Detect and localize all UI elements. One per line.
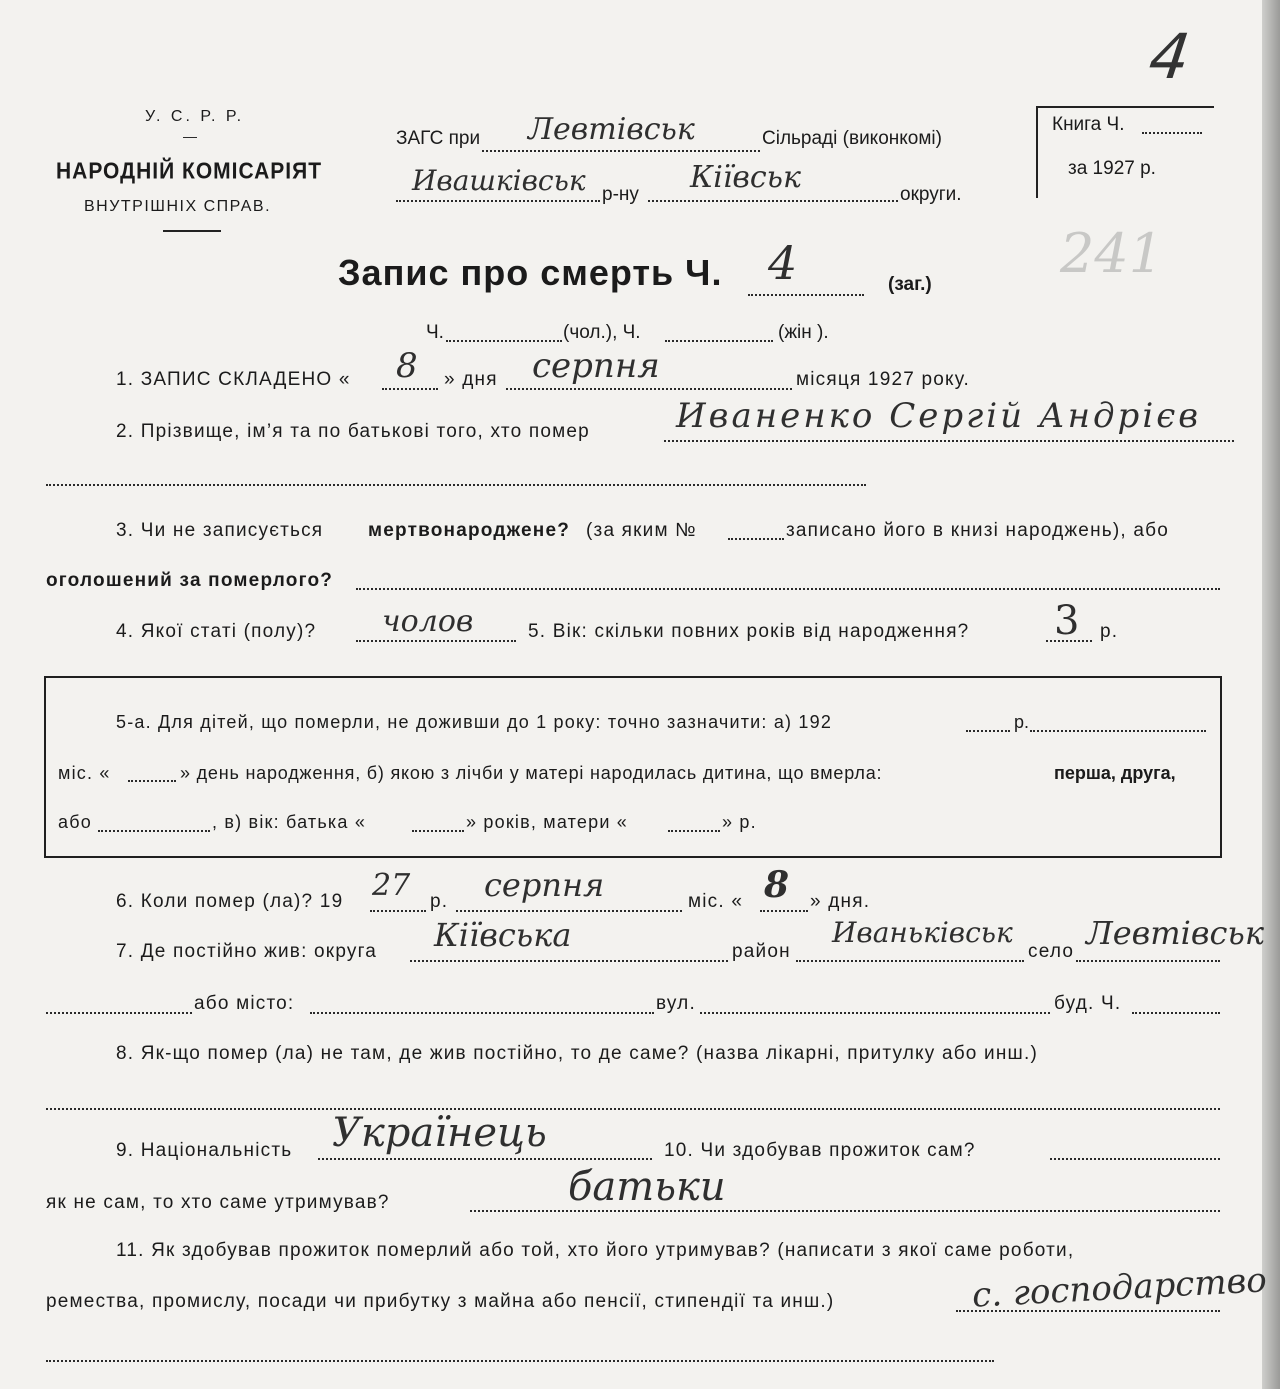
corner-number: 4 bbox=[1138, 20, 1202, 93]
field7-rayon-label: район bbox=[732, 941, 791, 962]
field10-label: 10. Чи здобував прожиток сам? bbox=[664, 1140, 976, 1161]
margin-pencil-number: 241 bbox=[1060, 222, 1164, 285]
field1-month-line bbox=[506, 388, 792, 390]
field6-end: » дня. bbox=[810, 891, 871, 912]
field10b-line bbox=[470, 1210, 1220, 1212]
field1-end: місяця 1927 року. bbox=[796, 369, 971, 390]
field10b-label: як не сам, то хто саме утримував? bbox=[46, 1192, 390, 1213]
field3-number-line bbox=[728, 538, 784, 540]
field5a-line1: 5-а. Для дітей, що померли, не доживши до 1 року: точно зазначити: а) 192 bbox=[116, 712, 833, 732]
field6-r: р. bbox=[430, 891, 449, 912]
book-year: за 1927 р. bbox=[1068, 158, 1156, 179]
field8-label: 8. Як-що помер (ла) не там, де жив постійно, то де саме? (назва лікарні, притулку або инш.) bbox=[116, 1043, 1038, 1064]
field7-selo-line bbox=[1076, 960, 1220, 962]
okrug-label: округи. bbox=[900, 184, 962, 205]
field5a-line3-a: або bbox=[58, 812, 92, 832]
female-count-label: (жін ). bbox=[778, 322, 829, 343]
record-number-line bbox=[748, 294, 864, 296]
field2-line2 bbox=[46, 484, 866, 486]
district-value: Ивашківськ bbox=[412, 164, 586, 197]
village-value: Левтівськ bbox=[528, 112, 695, 147]
field10b-value: батьки bbox=[568, 1164, 726, 1210]
female-count-line bbox=[665, 340, 773, 342]
male-count-prefix: Ч. bbox=[426, 322, 444, 343]
field11-line1: 11. Як здобував прожиток померлий або той, хто його утримував? (написати з якої саме роботи, bbox=[116, 1240, 1075, 1261]
field7-rayon-value: Иваньківськ bbox=[832, 916, 1013, 949]
field3-line2-bold: оголошений за померлого? bbox=[46, 570, 334, 591]
field8-line bbox=[46, 1108, 1220, 1110]
district-label: р-ну bbox=[602, 184, 639, 205]
field5a-mother-line bbox=[668, 830, 720, 832]
field9-line bbox=[318, 1158, 652, 1160]
republic-label: У. С. Р. Р. bbox=[145, 108, 245, 125]
field1-day-line bbox=[382, 388, 438, 390]
field5a-or-line bbox=[98, 830, 210, 832]
field6-mis: міс. « bbox=[688, 891, 744, 912]
field6-label: 6. Коли помер (ла)? 19 bbox=[116, 891, 344, 912]
field7b-vul: вул. bbox=[656, 993, 696, 1014]
field3-bold: мертвонароджене? bbox=[368, 520, 571, 541]
field7-label: 7. Де постійно жив: округа bbox=[116, 941, 378, 962]
village-line bbox=[482, 150, 760, 152]
field7b-bud: буд. Ч. bbox=[1054, 993, 1122, 1014]
field1-label: 1. ЗАПИС СКЛАДЕНО « bbox=[116, 369, 351, 390]
issuer-dash: — bbox=[183, 128, 197, 144]
field7-okrug-value: Кіївська bbox=[434, 916, 572, 954]
field7-selo-value: Левтівськ bbox=[1086, 914, 1264, 952]
field11-line3 bbox=[46, 1360, 994, 1362]
field5a-month-line bbox=[1030, 730, 1206, 732]
field5a-day-line bbox=[128, 780, 176, 782]
field3-rest-a: (за яким № bbox=[586, 520, 697, 541]
field10-line bbox=[1050, 1158, 1220, 1160]
field6-year-line bbox=[370, 910, 426, 912]
field6-day-line bbox=[760, 910, 808, 912]
field3-label: 3. Чи не записується bbox=[116, 520, 324, 541]
field5a-line2-bold: перша, друга, bbox=[1054, 763, 1176, 783]
field11-value: с. господарство bbox=[971, 1260, 1268, 1316]
field5a-line2-a: міс. « bbox=[58, 763, 111, 783]
field9-value: Українець bbox=[332, 1110, 547, 1156]
record-number-value: 4 bbox=[768, 236, 798, 290]
page-edge-shadow bbox=[1262, 0, 1280, 1389]
council-label: Сільраді (виконкомі) bbox=[762, 128, 942, 149]
record-title-suffix: (заг.) bbox=[888, 274, 932, 295]
commissariat-title: НАРОДНІЙ КОМІСАРІЯТ bbox=[56, 158, 323, 185]
field7-okrug-line bbox=[410, 960, 728, 962]
field5a-line3-d: » р. bbox=[722, 812, 757, 832]
book-number-line bbox=[1142, 132, 1202, 134]
field2-line bbox=[664, 440, 1234, 442]
field2-value: Иваненко Сергій Андрієв bbox=[676, 396, 1202, 436]
field9-label: 9. Національність bbox=[116, 1140, 293, 1161]
field1-month-value: серпня bbox=[532, 346, 660, 386]
field3-rest-b: записано його в книзі народжень), або bbox=[786, 520, 1169, 541]
field1-mid: » дня bbox=[444, 369, 498, 390]
male-count-label: (чол.), Ч. bbox=[563, 322, 641, 343]
field6-year-value: 27 bbox=[372, 868, 411, 903]
male-count-line bbox=[446, 340, 562, 342]
okrug-line bbox=[648, 200, 898, 202]
field7b-city-line bbox=[310, 1012, 654, 1014]
field7b-street-line bbox=[700, 1012, 1050, 1014]
field7b-house-line bbox=[1132, 1012, 1220, 1014]
record-title: Запис про смерть Ч. bbox=[338, 252, 723, 293]
field7-selo-label: село bbox=[1028, 941, 1075, 962]
field6-month-value: серпня bbox=[484, 866, 605, 904]
district-line bbox=[396, 200, 600, 202]
field7b-line1 bbox=[46, 1012, 192, 1014]
department-label: ВНУТРІШНІХ СПРАВ. bbox=[84, 198, 272, 215]
field5-end: р. bbox=[1100, 621, 1119, 642]
field5a-year-line bbox=[966, 730, 1010, 732]
book-label: Книга Ч. bbox=[1052, 114, 1125, 135]
field5-label: 5. Вік: скільки повних років від народження? bbox=[528, 621, 970, 642]
field11-line2: ремества, промислу, посади чи прибутку з майна або пенсії, стипендії та инш.) bbox=[46, 1291, 835, 1312]
field4-value: чолов bbox=[382, 604, 474, 639]
field3-line2 bbox=[356, 588, 1220, 590]
field5a-line3-b: , в) вік: батька « bbox=[212, 812, 367, 832]
field1-day-value: 8 bbox=[396, 346, 418, 386]
field5a-line1-end: р. bbox=[1014, 712, 1030, 732]
field2-label: 2. Прізвище, ім’я та по батькові того, хто помер bbox=[116, 421, 590, 442]
field4-label: 4. Якої статі (полу)? bbox=[116, 621, 317, 642]
field5-value: 3 bbox=[1054, 598, 1080, 644]
field6-day-value: 8 bbox=[764, 864, 790, 906]
issuer-divider bbox=[163, 230, 221, 232]
field5a-line3-c: » років, матери « bbox=[466, 812, 628, 832]
field7b-misto: або місто: bbox=[194, 993, 295, 1014]
field7-rayon-line bbox=[796, 960, 1024, 962]
field4-line bbox=[356, 640, 516, 642]
okrug-value: Кіївськ bbox=[690, 160, 801, 195]
field5a-father-line bbox=[412, 830, 464, 832]
field5a-line2-b: » день народження, б) якою з лічби у матері народилась дитина, що вмерла: bbox=[180, 763, 883, 783]
field6-month-line bbox=[456, 910, 682, 912]
zags-label: ЗАГС при bbox=[396, 128, 481, 149]
